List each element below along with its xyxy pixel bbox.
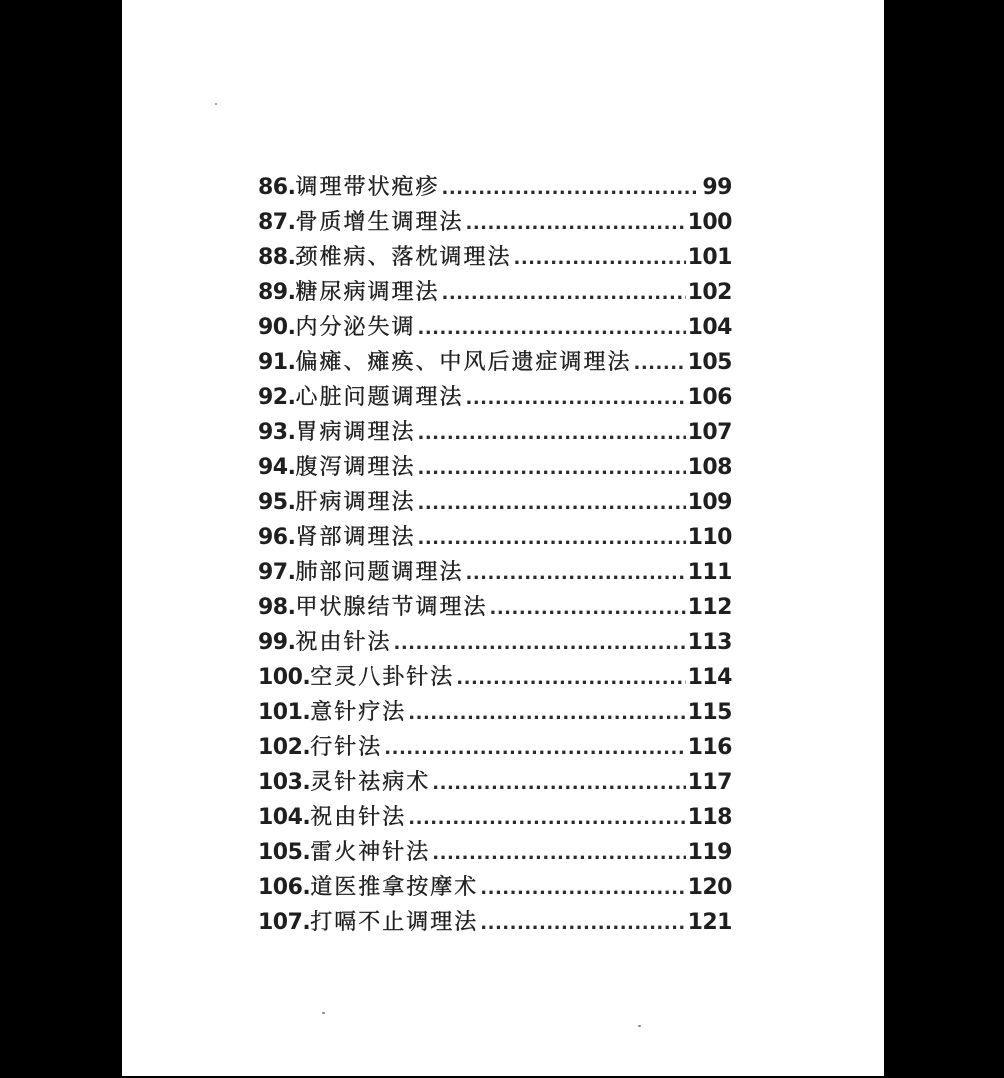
toc-entry-title: 道医推拿按摩术	[310, 875, 479, 900]
toc-entry-page: 121	[687, 910, 732, 935]
toc-entry	[258, 485, 732, 520]
toc-entry-page: 110	[687, 525, 732, 550]
toc-entry-title: 糖尿病调理法	[295, 280, 440, 305]
toc-entry-number: 100.	[258, 665, 311, 690]
toc-entry-number: 95.	[258, 490, 296, 515]
toc-leader-dots	[466, 556, 686, 591]
toc-entry-page: 116	[687, 735, 732, 760]
toc-entry-page: 111	[687, 560, 732, 585]
toc-entry-number: 90.	[258, 315, 296, 340]
toc-entry	[258, 205, 732, 240]
toc-entry-number: 94.	[258, 455, 296, 480]
toc-leader-dots	[418, 451, 686, 486]
toc-entry-number: 102.	[258, 735, 311, 760]
table-of-contents	[258, 170, 732, 940]
toc-entry-title: 调理带状疱疹	[295, 175, 440, 200]
toc-leader-dots	[394, 626, 686, 661]
toc-leader-dots	[418, 486, 686, 521]
toc-entry-title: 内分泌失调	[295, 315, 416, 340]
toc-entry-title: 灵针祛病术	[310, 770, 431, 795]
toc-entry	[258, 590, 732, 625]
toc-entry-page: 100	[687, 210, 732, 235]
scan-speck	[322, 1012, 325, 1014]
toc-entry-number: 105.	[258, 840, 311, 865]
toc-entry-page: 104	[687, 315, 732, 340]
toc-entry-page: 120	[687, 875, 732, 900]
toc-entry-title: 祝由针法	[295, 630, 392, 655]
toc-entry	[258, 835, 732, 870]
toc-entry-title: 行针法	[310, 735, 383, 760]
toc-leader-dots	[480, 871, 685, 906]
toc-entry	[258, 415, 732, 450]
toc-entry	[258, 170, 732, 205]
toc-entry-number: 107.	[258, 910, 311, 935]
scan-speck	[215, 103, 217, 105]
toc-entry	[258, 240, 732, 275]
toc-entry	[258, 275, 732, 310]
toc-entry-number: 87.	[258, 210, 296, 235]
toc-entry-page: 107	[687, 420, 732, 445]
toc-leader-dots	[490, 591, 686, 626]
toc-entry-title: 祝由针法	[310, 805, 407, 830]
toc-entry	[258, 380, 732, 415]
toc-entry-title: 空灵八卦针法	[310, 665, 455, 690]
toc-leader-dots	[418, 416, 686, 451]
toc-entry	[258, 310, 732, 345]
toc-entry-page: 115	[687, 700, 732, 725]
toc-entry-page: 99	[702, 175, 732, 200]
toc-leader-dots	[432, 836, 685, 871]
toc-entry	[258, 695, 732, 730]
toc-leader-dots	[432, 766, 685, 801]
toc-entry	[258, 520, 732, 555]
toc-entry-title: 骨质增生调理法	[295, 210, 464, 235]
toc-entry	[258, 905, 732, 940]
toc-entry-page: 119	[687, 840, 732, 865]
toc-entry-number: 98.	[258, 595, 296, 620]
toc-entry	[258, 765, 732, 800]
toc-entry-title: 颈椎病、落枕调理法	[295, 245, 512, 270]
toc-entry-number: 97.	[258, 560, 296, 585]
toc-leader-dots	[480, 906, 685, 941]
toc-entry-number: 106.	[258, 875, 311, 900]
toc-entry-title: 肺部问题调理法	[295, 560, 464, 585]
toc-leader-dots	[442, 276, 686, 311]
toc-entry-page: 108	[687, 455, 732, 480]
toc-entry-page: 114	[687, 665, 732, 690]
toc-entry-title: 胃病调理法	[295, 420, 416, 445]
toc-entry-title: 心脏问题调理法	[295, 385, 464, 410]
toc-entry-page: 106	[687, 385, 732, 410]
toc-entry-title: 腹泻调理法	[295, 455, 416, 480]
toc-entry-page: 105	[687, 350, 732, 375]
toc-entry-page: 102	[687, 280, 732, 305]
toc-entry-number: 104.	[258, 805, 311, 830]
toc-entry-page: 113	[687, 630, 732, 655]
toc-entry-number: 88.	[258, 245, 296, 270]
toc-entry-page: 101	[687, 245, 732, 270]
toc-entry	[258, 660, 732, 695]
toc-entry-number: 103.	[258, 770, 311, 795]
toc-entry-page: 109	[687, 490, 732, 515]
toc-entry-title: 打嗝不止调理法	[310, 910, 479, 935]
toc-leader-dots	[466, 381, 686, 416]
toc-entry-number: 86.	[258, 175, 296, 200]
toc-leader-dots	[418, 311, 686, 346]
document-page	[122, 0, 884, 1076]
toc-entry	[258, 555, 732, 590]
toc-entry-title: 肾部调理法	[295, 525, 416, 550]
toc-entry-number: 91.	[258, 350, 296, 375]
toc-leader-dots	[514, 241, 686, 276]
toc-entry	[258, 450, 732, 485]
toc-entry-number: 96.	[258, 525, 296, 550]
toc-entry-title: 雷火神针法	[310, 840, 431, 865]
scan-speck	[638, 1025, 641, 1027]
toc-entry-title: 甲状腺结节调理法	[295, 595, 488, 620]
toc-entry-title: 意针疗法	[310, 700, 407, 725]
toc-entry-number: 101.	[258, 700, 311, 725]
toc-leader-dots	[408, 801, 685, 836]
toc-entry-page: 117	[687, 770, 732, 795]
toc-entry-page: 112	[687, 595, 732, 620]
toc-entry-number: 99.	[258, 630, 296, 655]
toc-entry-number: 89.	[258, 280, 296, 305]
toc-leader-dots	[634, 346, 686, 381]
toc-entry-number: 93.	[258, 420, 296, 445]
toc-entry	[258, 625, 732, 660]
toc-entry	[258, 800, 732, 835]
toc-leader-dots	[408, 696, 685, 731]
toc-entry-number: 92.	[258, 385, 296, 410]
toc-entry	[258, 345, 732, 380]
toc-entry-title: 肝病调理法	[295, 490, 416, 515]
toc-entry	[258, 870, 732, 905]
toc-leader-dots	[442, 171, 701, 206]
toc-leader-dots	[456, 661, 685, 696]
toc-entry-page: 118	[687, 805, 732, 830]
toc-leader-dots	[384, 731, 685, 766]
toc-entry	[258, 730, 732, 765]
toc-entry-title: 偏瘫、瘫痪、中风后遗症调理法	[295, 350, 632, 375]
toc-leader-dots	[466, 206, 686, 241]
toc-leader-dots	[418, 521, 686, 556]
